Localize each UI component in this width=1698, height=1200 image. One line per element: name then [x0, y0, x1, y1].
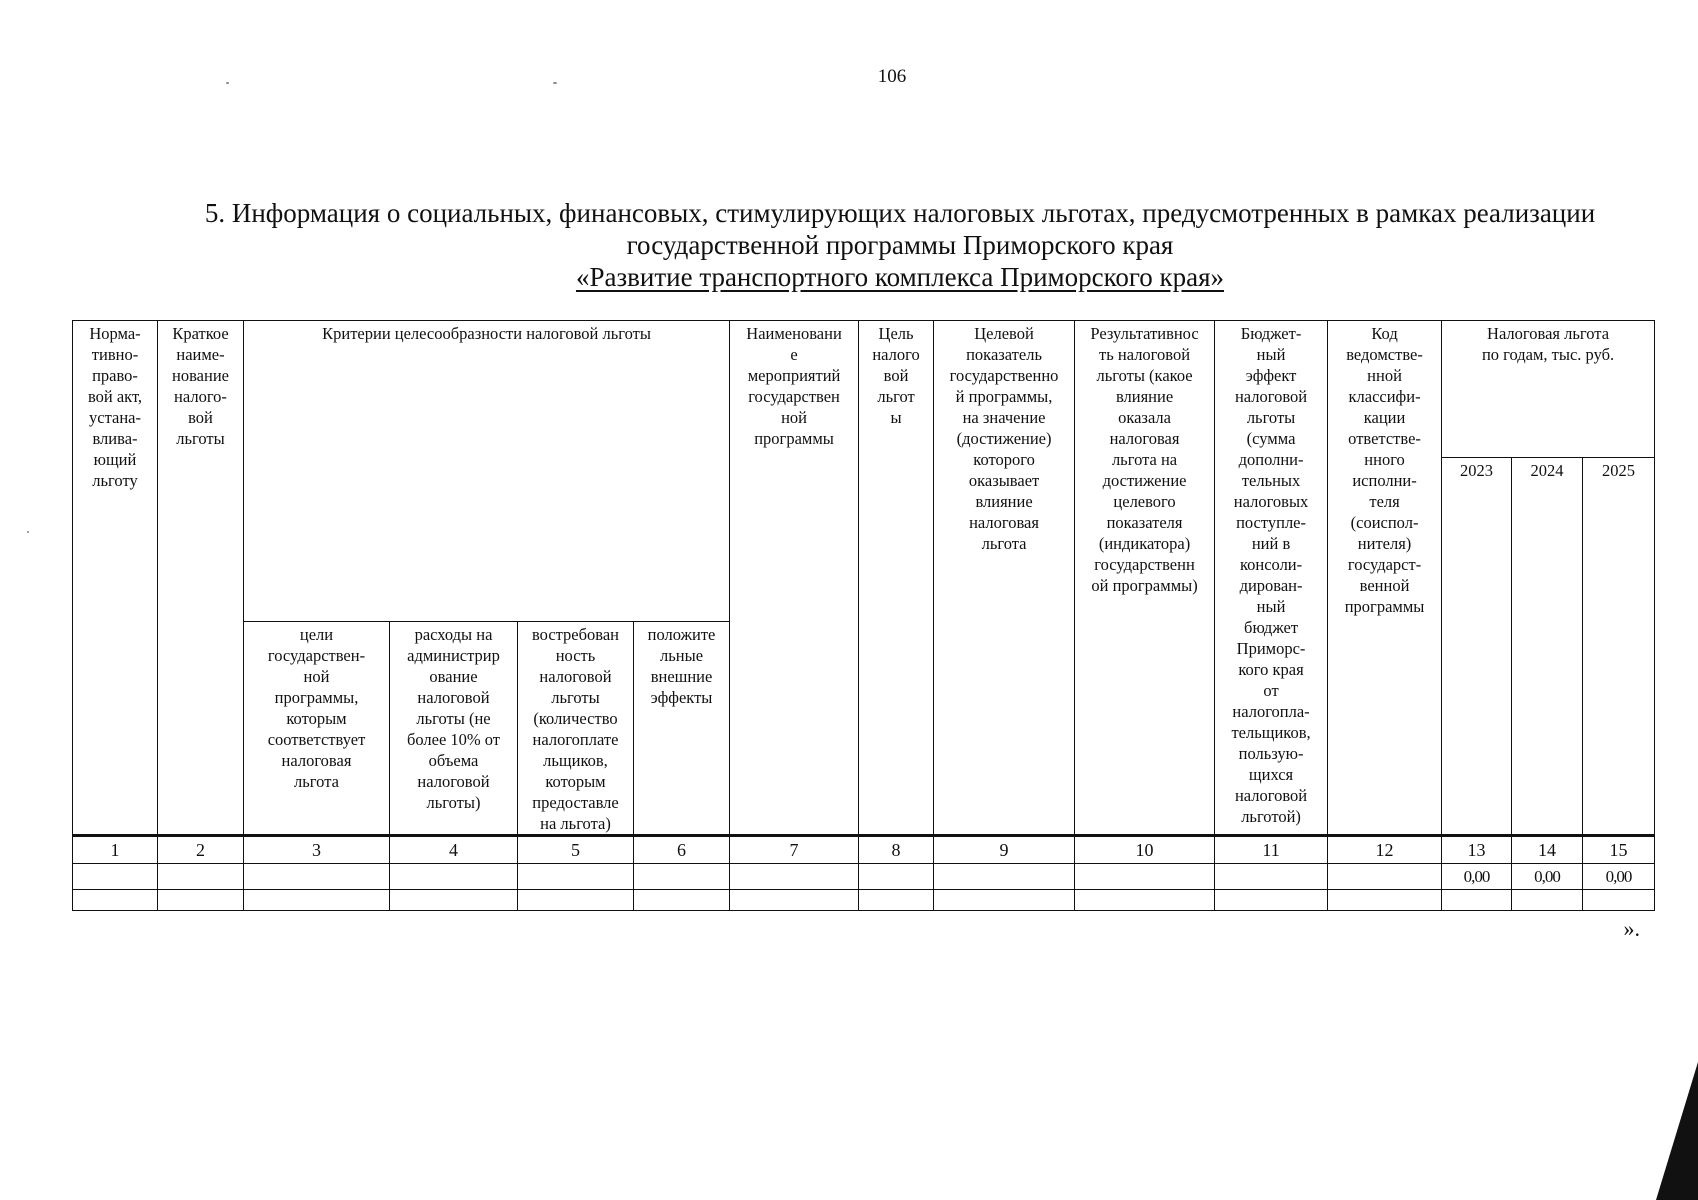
table-cell — [1512, 890, 1583, 911]
header-demand: востребован ность налоговой льготы (количество налогоплате льщиков, которым предоставле на льгота) — [518, 622, 634, 836]
header-positive-effects: положите льные внешние эффекты — [634, 622, 730, 836]
table-cell — [1583, 890, 1655, 911]
column-number: 12 — [1328, 836, 1442, 864]
table-cell — [518, 890, 634, 911]
header-benefit-goal: Цель налого вой льгот ы — [859, 321, 934, 836]
table-cell — [859, 890, 934, 911]
scan-speck — [226, 82, 229, 84]
table-cell — [158, 864, 244, 890]
header-normative-act: Норма- тивно- право- вой акт, устана- влива- ющий льготу — [73, 321, 158, 836]
scan-speck — [27, 531, 29, 533]
table-cell — [390, 864, 518, 890]
header-budget-effect: Бюджет- ный эффект налоговой льготы (сумма дополни- тельных налоговых поступле- ний в консоли- дирован- ный бюджет Приморс- кого края от налогопла- тельщиков, пользую- щихся налоговой льготой) — [1215, 321, 1328, 836]
column-number: 1 — [73, 836, 158, 864]
table-cell — [244, 890, 390, 911]
scan-speck — [553, 82, 557, 84]
table-cell — [244, 864, 390, 890]
table-cell — [158, 890, 244, 911]
header-year-2025: 2025 — [1583, 458, 1655, 836]
value-2024: 0,00 — [1512, 864, 1583, 890]
table-cell — [73, 864, 158, 890]
table-cell — [934, 864, 1075, 890]
scan-corner-shadow — [1656, 1062, 1698, 1200]
column-number: 5 — [518, 836, 634, 864]
column-number: 9 — [934, 836, 1075, 864]
title-line-1: 5. Информация о социальных, финансовых, стимулирующих налоговых льготах, предусмотренных в рамках реализации — [204, 198, 1596, 228]
value-2023: 0,00 — [1442, 864, 1512, 890]
table-row — [73, 864, 1655, 890]
header-department-code: Код ведомстве- нной классифи- кации ответстве- нного исполни- теля (соиспол- нителя) государст- венной программы — [1328, 321, 1442, 836]
table-cell — [730, 864, 859, 890]
table-cell — [1215, 864, 1328, 890]
column-number: 3 — [244, 836, 390, 864]
header-target-indicator: Целевой показатель государственно й программы, на значение (достижение) которого оказывает влияние налоговая льгота — [934, 321, 1075, 836]
table-cell — [730, 890, 859, 911]
column-number: 13 — [1442, 836, 1512, 864]
closing-quote-mark: ». — [1623, 916, 1640, 941]
table-cell — [1215, 890, 1328, 911]
table-cell — [73, 890, 158, 911]
column-number: 2 — [158, 836, 244, 864]
title-line-3: «Развитие транспортного комплекса Приморского края» — [575, 262, 1225, 292]
header-program-goals: цели государствен- ной программы, которым соответствует налоговая льгота — [244, 622, 390, 836]
header-row-1 — [73, 321, 1655, 458]
tax-benefits-table — [72, 320, 1655, 911]
page-number: 106 — [877, 66, 907, 87]
column-number: 15 — [1583, 836, 1655, 864]
header-tax-benefit-by-year: Налоговая льгота по годам, тыс. руб. — [1442, 321, 1655, 458]
table-cell — [859, 864, 934, 890]
column-number: 10 — [1075, 836, 1215, 864]
header-year-2024: 2024 — [1512, 458, 1583, 836]
column-number: 8 — [859, 836, 934, 864]
table-cell — [1442, 890, 1512, 911]
table-cell — [1328, 864, 1442, 890]
column-number: 14 — [1512, 836, 1583, 864]
table-cell — [934, 890, 1075, 911]
title-line-2: государственной программы Приморского края — [626, 230, 1174, 260]
table-cell — [634, 864, 730, 890]
table-cell — [1075, 864, 1215, 890]
header-program-activities: Наименовани е мероприятий государствен ной программы — [730, 321, 859, 836]
column-number: 4 — [390, 836, 518, 864]
column-number: 7 — [730, 836, 859, 864]
column-number-row — [73, 836, 1655, 864]
header-short-name: Краткое наиме- нование налого- вой льготы — [158, 321, 244, 836]
header-criteria: Критерии целесообразности налоговой льготы — [244, 321, 730, 622]
table-row — [73, 890, 1655, 911]
page-title — [150, 197, 1650, 293]
table-cell — [518, 864, 634, 890]
header-effectiveness: Результативнос ть налоговой льготы (какое влияние оказала налоговая льгота на достижение целевого показателя (индикатора) государственн ой программы) — [1075, 321, 1215, 836]
column-number: 6 — [634, 836, 730, 864]
header-admin-costs: расходы на администрир ование налоговой льготы (не более 10% от объема налоговой льготы) — [390, 622, 518, 836]
table-cell — [634, 890, 730, 911]
header-year-2023: 2023 — [1442, 458, 1512, 836]
table-cell — [1328, 890, 1442, 911]
column-number: 11 — [1215, 836, 1328, 864]
table-cell — [390, 890, 518, 911]
table-cell — [1075, 890, 1215, 911]
value-2025: 0,00 — [1583, 864, 1655, 890]
